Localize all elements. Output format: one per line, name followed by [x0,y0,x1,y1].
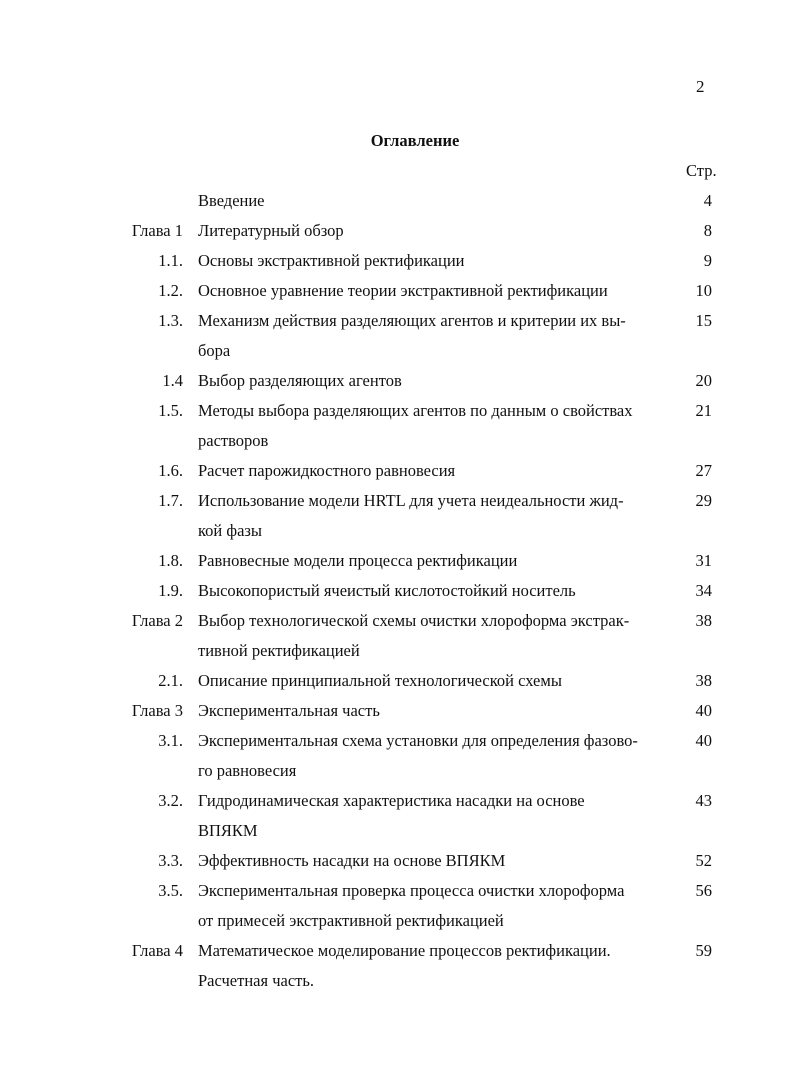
toc-entry-title-line: Эффективность насадки на основе ВПЯКМ [198,851,506,870]
toc-entry-title-line: Экспериментальная проверка процесса очистки хлороформа [198,881,625,900]
toc-entry-title [198,456,688,486]
toc-entry-title [198,576,688,606]
toc-entry [100,876,730,936]
toc-entry-number: Глава 1 [131,221,183,240]
toc-entry-number: 3.1. [158,731,183,750]
toc-entry-number: 2.1. [158,671,183,690]
toc-entry-title-line: Экспериментальная часть [198,701,380,720]
toc-entry-number: 1.1. [158,251,183,270]
toc-entry [100,246,730,276]
toc-entry-page: 10 [695,281,712,300]
toc-entry-page: 15 [695,311,712,330]
toc-entry-page: 20 [695,371,712,390]
toc-entry-title-line: Введение [198,191,265,210]
toc-entry-title-line: Равновесные модели процесса ректификации [198,551,518,570]
toc-entry-title-line: Методы выбора разделяющих агентов по данным о свойствах [198,401,633,420]
toc-entry-page: 21 [695,401,712,420]
toc-entry-number: 1.9. [158,581,183,600]
toc-entry-title [198,846,688,876]
toc-entry-title-line: Расчет парожидкостного равновесия [198,461,456,480]
toc-entry-title-line: бора [198,341,231,360]
toc-entry [100,846,730,876]
toc-entry-number: 1.5. [158,401,183,420]
table-of-contents [100,186,730,996]
toc-entry-number: 1.4 [162,371,183,390]
toc-entry-page: 40 [695,701,712,720]
toc-entry-title [198,306,688,366]
toc-entry-title-line: Высокопористый ячеистый кислотостойкий носитель [198,581,576,600]
toc-entry [100,186,730,216]
toc-entry-number: Глава 3 [131,701,183,720]
toc-entry-number: 1.3. [158,311,183,330]
toc-entry [100,936,730,996]
toc-entry-title-line: го равновесия [198,761,297,780]
toc-entry-title [198,606,688,666]
toc-entry-title [198,726,688,786]
toc-entry [100,276,730,306]
toc-entry-title-line: Выбор разделяющих агентов [198,371,402,390]
toc-entry-title-line: ВПЯКМ [198,821,258,840]
toc-entry-page: 31 [695,551,712,570]
toc-entry [100,366,730,396]
toc-entry-title [198,486,688,546]
toc-entry-title-line: Математическое моделирование процессов ректификации. [198,941,611,960]
toc-entry-title-line: Основы экстрактивной ректификации [198,251,465,270]
toc-entry-page: 8 [703,221,712,240]
page-title: Оглавление [370,131,460,150]
toc-entry-title-line: тивной ректификацией [198,641,360,660]
toc-entry-title [198,786,688,846]
toc-entry-page: 43 [695,791,712,810]
toc-entry [100,696,730,726]
toc-entry-title [198,216,688,246]
toc-entry-title-line: Экспериментальная схема установки для определения фазово- [198,731,638,750]
toc-entry [100,546,730,576]
toc-entry-page: 29 [695,491,712,510]
toc-entry [100,396,730,456]
toc-entry-title [198,876,688,936]
toc-entry [100,726,730,786]
toc-entry-number: Глава 4 [131,941,183,960]
toc-entry-page: 52 [695,851,712,870]
toc-entry-number: 1.6. [158,461,183,480]
toc-entry-page: 4 [703,191,712,210]
toc-entry-title-line: кой фазы [198,521,263,540]
toc-entry-title [198,396,688,456]
toc-entry-title [198,246,688,276]
toc-entry-number: Глава 2 [131,611,183,630]
toc-entry-title-line: Выбор технологической схемы очистки хлороформа экстрак- [198,611,630,630]
toc-entry [100,216,730,246]
toc-entry-title [198,696,688,726]
toc-entry-title [198,936,688,996]
toc-entry [100,666,730,696]
toc-entry-number: 1.7. [158,491,183,510]
toc-entry-title-line: от примесей экстрактивной ректификацией [198,911,504,930]
toc-entry-number: 3.2. [158,791,183,810]
toc-entry-title [198,186,688,216]
toc-entry [100,486,730,546]
toc-entry-title-line: Гидродинамическая характеристика насадки на основе [198,791,585,810]
toc-entry-page: 40 [695,731,712,750]
toc-entry-title [198,666,688,696]
toc-entry-page: 56 [695,881,712,900]
toc-entry-title [198,546,688,576]
toc-entry-title-line: Расчетная часть. [198,971,314,990]
toc-entry-title-line: Использование модели HRTL для учета неидеальности жид- [198,491,624,510]
toc-entry-number: 3.5. [158,881,183,900]
toc-entry-title [198,366,688,396]
toc-entry-page: 38 [695,611,712,630]
toc-entry-title-line: растворов [198,431,269,450]
toc-entry-title-line: Основное уравнение теории экстрактивной ректификации [198,281,608,300]
toc-entry-page: 27 [695,461,712,480]
page-number: 2 [696,77,705,96]
toc-entry-title-line: Механизм действия разделяющих агентов и критерии их вы- [198,311,626,330]
toc-entry-page: 59 [695,941,712,960]
toc-entry [100,606,730,666]
toc-entry-number: 1.8. [158,551,183,570]
toc-entry-number [100,186,183,216]
toc-entry [100,786,730,846]
toc-entry-title [198,276,688,306]
toc-entry-number: 3.3. [158,851,183,870]
toc-entry [100,306,730,366]
toc-entry-title-line: Литературный обзор [198,221,344,240]
toc-entry [100,576,730,606]
toc-entry-number: 1.2. [158,281,183,300]
toc-entry-title-line: Описание принципиальной технологической схемы [198,671,562,690]
toc-entry-page: 38 [695,671,712,690]
page-column-label: Стр. [686,161,717,180]
toc-entry [100,456,730,486]
toc-entry-page: 9 [703,251,712,270]
toc-entry-page: 34 [695,581,712,600]
